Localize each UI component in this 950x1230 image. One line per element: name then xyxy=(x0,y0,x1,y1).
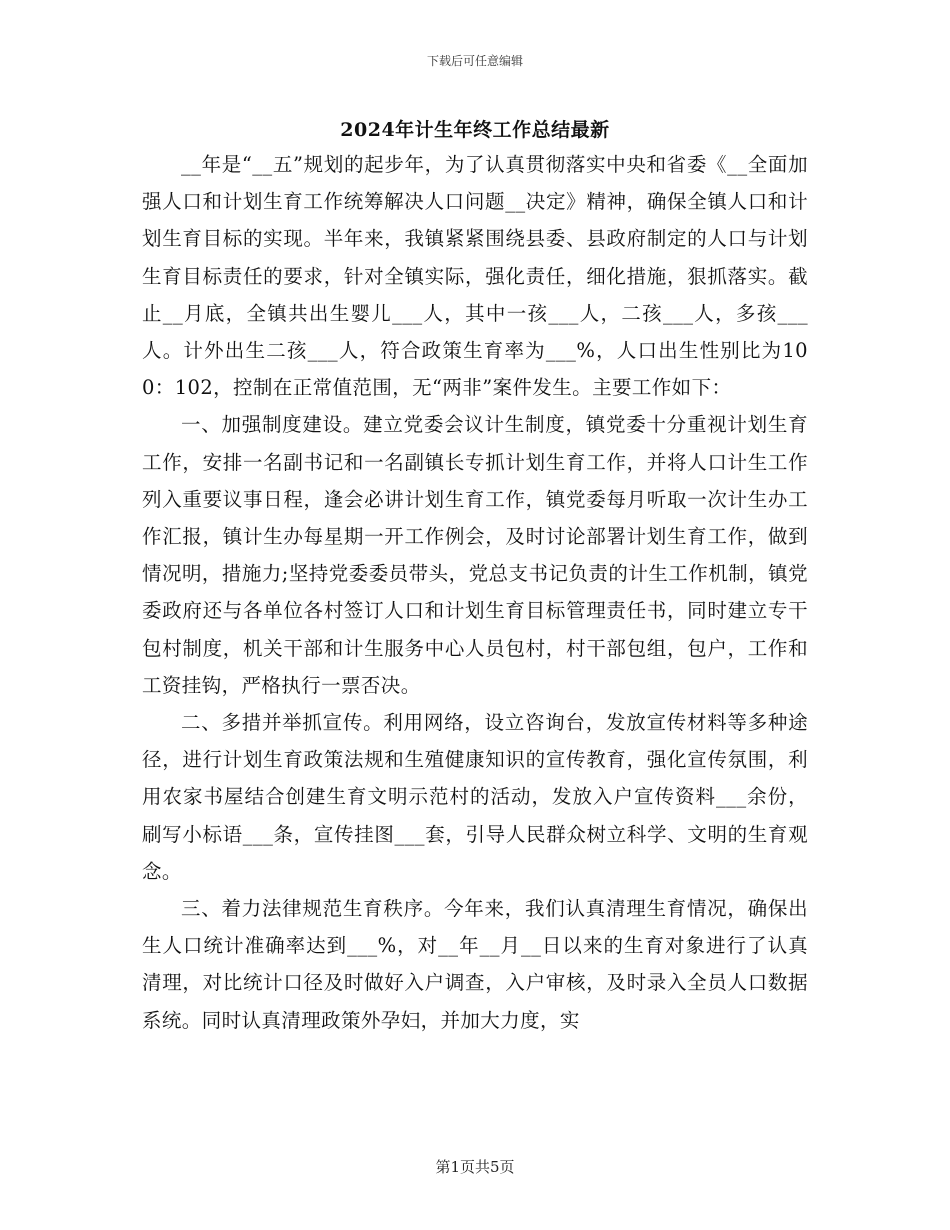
page-footer: 第1页共5页 xyxy=(435,1158,515,1176)
document-title: 2024年计生年终工作总结最新 xyxy=(340,119,610,141)
document-body xyxy=(142,146,808,1039)
paragraph-section-1: 一、加强制度建设。建立党委会议计生制度，镇党委十分重视计划生育工作，安排一名副书记和一名副镇长专抓计划生育工作，并将人口计生工作列入重要议事日程，逢会必讲计划生育工作，镇党委每月听取一次计生办工作汇报，镇计生办每星期一开工作例会，及时讨论部署计划生育工作，做到情况明，措施力;坚持党委委员带头，党总支书记负责的计生工作机制，镇党委政府还与各单位各村签订人口和计划生育目标管理责任书，同时建立专干包村制度，机关干部和计生服务中心人员包村，村干部包组，包户，工作和工资挂钩，严格执行一票否决。 xyxy=(142,413,808,697)
paragraph-section-3: 三、着力法律规范生育秩序。今年来，我们认真清理生育情况，确保出生人口统计准确率达到___%，对__年__月__日以来的生育对象进行了认真清理，对比统计口径及时做好入户调查，入户审核，及时录入全员人口数据系统。同时认真清理政策外孕妇，并加大力度，实 xyxy=(142,897,808,1032)
paragraph-intro: __年是“__五”规划的起步年，为了认真贯彻落实中央和省委《__全面加强人口和计划生育工作统筹解决人口问题__决定》精神，确保全镇人口和计划生育目标的实现。半年来，我镇紧紧围绕县委、县政府制定的人口与计划生育目标责任的要求，针对全镇实际，强化责任，细化措施，狠抓落实。截止__月底，全镇共出生婴儿___人，其中一孩___人，二孩___人，多孩___人。计外出生二孩___人，符合政策生育率为___%，人口出生性别比为100：102，控制在正常值范围，无“两非”案件发生。主要工作如下： xyxy=(142,153,808,400)
paragraph-section-2: 二、多措并举抓宣传。利用网络，设立咨询台，发放宣传材料等多种途径，进行计划生育政策法规和生殖健康知识的宣传教育，强化宣传氛围，利用农家书屋结合创建生育文明示范村的活动，发放入户宣传资料___余份，刷写小标语___条，宣传挂图___套，引导人民群众树立科学、文明的生育观念。 xyxy=(142,711,808,883)
header-note: 下载后可任意编辑 xyxy=(426,54,523,68)
